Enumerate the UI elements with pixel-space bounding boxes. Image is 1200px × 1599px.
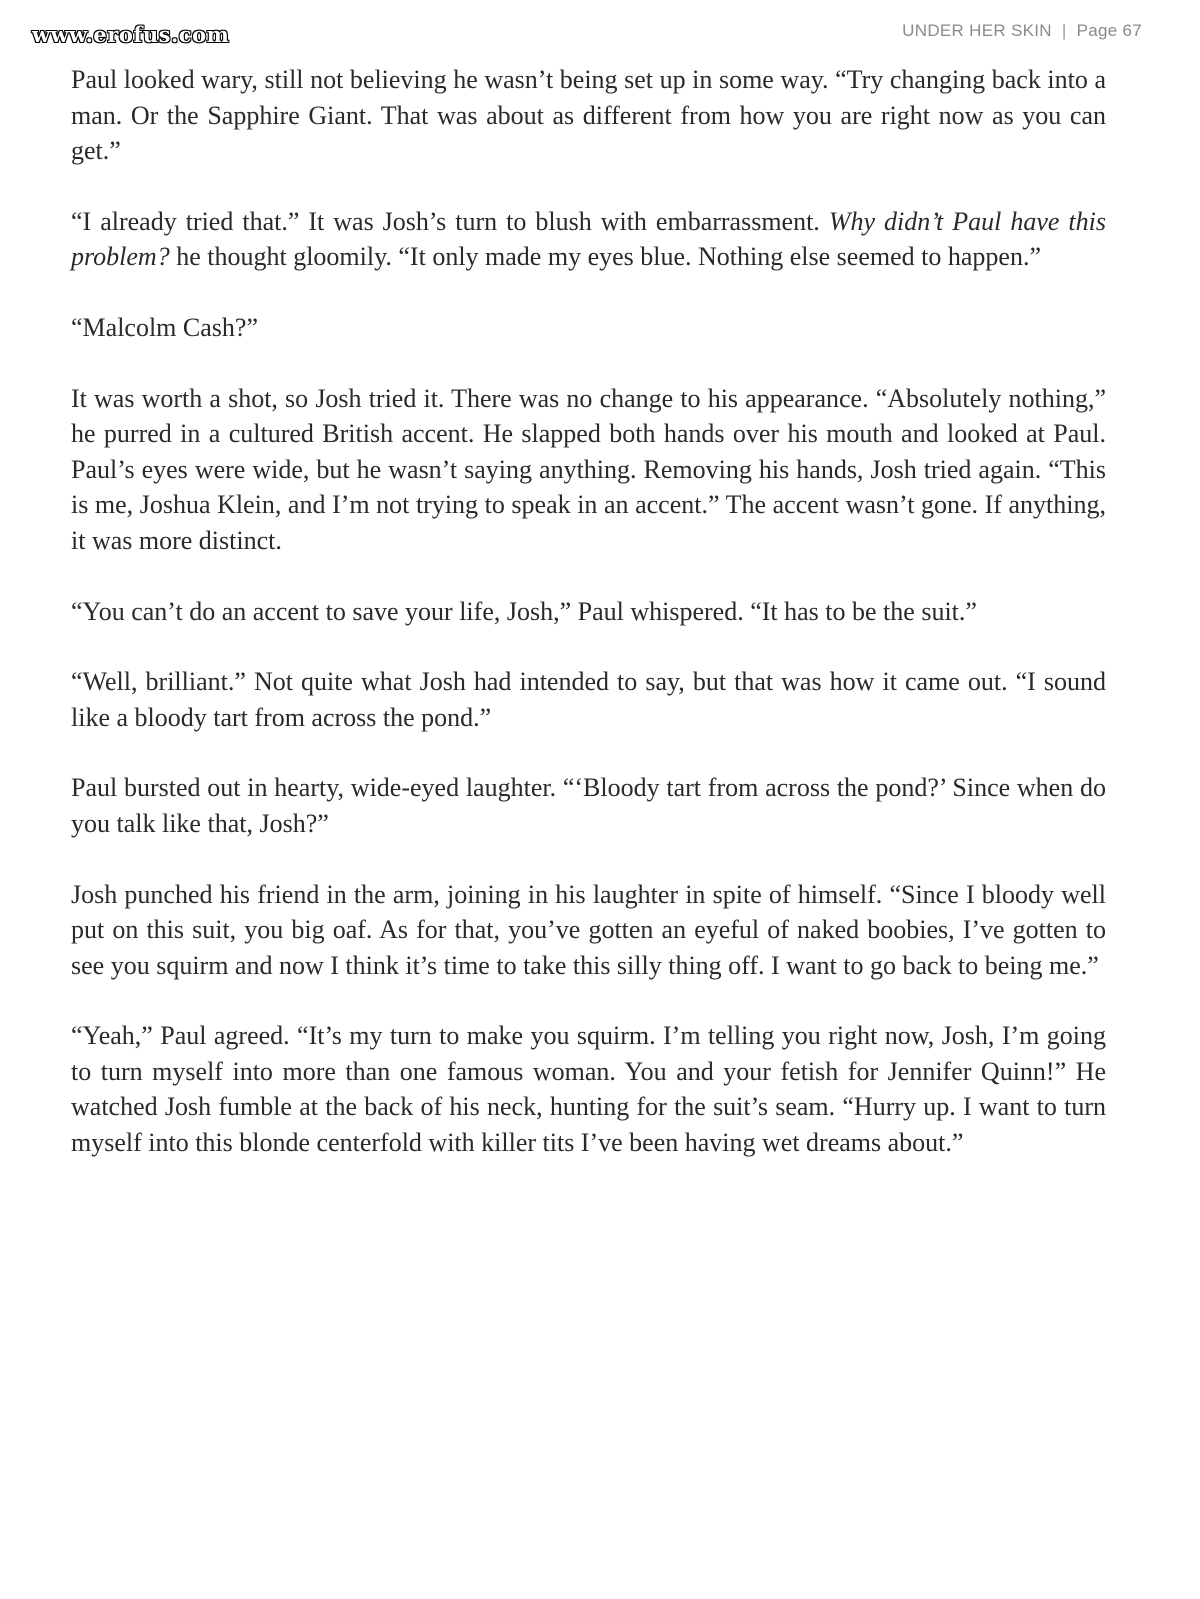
paragraph	[71, 62, 1106, 169]
paragraph	[71, 877, 1106, 984]
page-body	[71, 62, 1106, 1196]
paragraph-text: It was worth a shot, so Josh tried it. There was no change to his appearance. “Absolutely nothing,” he purred in a cultured British accent. He slapped both hands over his mouth and looked at Paul. Paul’s eyes were wide, but he wasn’t saying anything. Removing his hands, Josh tried again. “This is me, Joshua Klein, and I’m not trying to speak in an accent.” The accent wasn’t gone. If anything, it was more distinct.	[71, 383, 1106, 555]
page-number: Page 67	[1076, 21, 1142, 40]
paragraph	[71, 1018, 1106, 1160]
paragraph	[71, 594, 1106, 630]
paragraph-text: “You can’t do an accent to save your life, Josh,” Paul whispered. “It has to be the suit.”	[71, 596, 977, 626]
paragraph	[71, 204, 1106, 275]
watermark: www.erofus.com	[32, 22, 230, 47]
italic-text: Why didn’t Paul have this problem?	[71, 206, 1106, 272]
header-separator: |	[1061, 21, 1067, 40]
paragraph-text: Josh punched his friend in the arm, joining in his laughter in spite of himself. “Since I bloody well put on this suit, you big oaf. As for that, you’ve gotten an eyeful of naked boobies, I’ve gotten to see you squirm and now I think it’s time to take this silly thing off. I want to go back to being me.”	[71, 879, 1106, 980]
paragraph	[71, 381, 1106, 559]
paragraph-text: “Well, brilliant.” Not quite what Josh had intended to say, but that was how it came out. “I sound like a bloody tart from across the pond.”	[71, 667, 1106, 732]
paragraph-text: he thought gloomily. “It only made my eyes blue. Nothing else seemed to happen.”	[169, 242, 1041, 272]
paragraph-text: “Yeah,” Paul agreed. “It’s my turn to make you squirm. I’m telling you right now, Josh, I’m going to turn myself into more than one famous woman. You and your fetish for Jennifer Quinn!” He watched Josh fumble at the back of his neck, hunting for the suit’s seam. “Hurry up. I want to turn myself into this blonde centerfold with killer tits I’ve been having wet dreams about.”	[71, 1021, 1106, 1158]
paragraph	[71, 664, 1106, 735]
paragraph	[71, 310, 1106, 346]
paragraph-text: Paul bursted out in hearty, wide-eyed laughter. “‘Bloody tart from across the pond?’ Since when do you talk like that, Josh?”	[71, 773, 1106, 838]
paragraph	[71, 770, 1106, 841]
paragraph-text: “Malcolm Cash?”	[71, 312, 258, 342]
running-header	[902, 21, 1142, 41]
paragraph-text: Paul looked wary, still not believing he wasn’t being set up in some way. “Try changing back into a man. Or the Sapphire Giant. That was about as different from how you are right now as you can get.”	[71, 65, 1106, 166]
paragraph-text: “I already tried that.” It was Josh’s turn to blush with embarrassment.	[71, 206, 829, 236]
book-title: UNDER HER SKIN	[902, 21, 1052, 40]
